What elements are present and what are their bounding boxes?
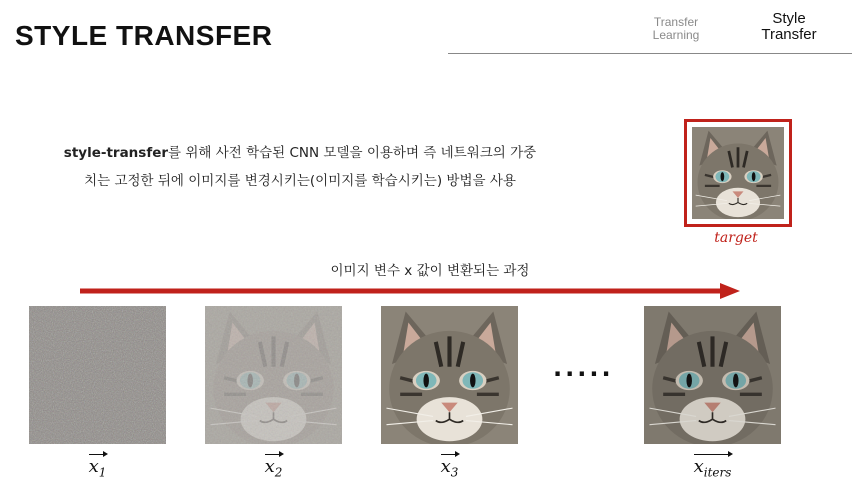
description-line-2: 치는 고정한 뒤에 이미지를 변경시키는(이미지를 학습시키는) 방법을 사용	[84, 173, 516, 189]
var-name: x	[440, 456, 451, 477]
image-x2-faint-cat	[205, 306, 342, 444]
target-caption: target	[714, 230, 758, 246]
tab-label-line1: Style	[772, 10, 806, 27]
label-x1	[29, 452, 166, 480]
page-title: STYLE TRANSFER	[15, 20, 273, 51]
process-label: 이미지 변수 x 값이 변환되는 과정	[330, 263, 530, 279]
target-cat-image	[692, 127, 784, 219]
tab-label-line2: Transfer	[761, 25, 817, 43]
image-xiters-cat	[644, 306, 781, 444]
section-nav	[448, 8, 852, 54]
image-x3-cat	[381, 306, 518, 444]
ellipsis: ·····	[553, 360, 614, 388]
var-name: x	[693, 456, 704, 477]
cat-image	[381, 306, 518, 444]
label-x3	[381, 452, 518, 480]
var-subscript: 3	[450, 465, 459, 480]
var-subscript: 2	[274, 465, 283, 480]
label-xiters	[644, 452, 781, 480]
process-arrow	[80, 282, 742, 300]
noise-image	[29, 306, 166, 444]
image-x1-noise	[29, 306, 166, 444]
tab-label-line1: Transfer	[653, 15, 699, 29]
final-cat-image	[644, 306, 781, 444]
tab-style-transfer[interactable]	[744, 11, 834, 43]
tab-label-line2: Learning	[652, 27, 700, 42]
description-text: 를 위해 사전 학습된 CNN 모델을 이용하며 즉 네트워크의 가중	[168, 145, 537, 161]
var-subscript: 1	[98, 465, 107, 480]
target-image-frame	[684, 119, 792, 227]
label-x2	[205, 452, 342, 480]
description-line-1	[30, 141, 570, 161]
var-name: x	[88, 456, 99, 477]
description-keyword: style-transfer	[63, 145, 169, 161]
faint-cat-image	[205, 306, 342, 444]
tab-transfer-learning[interactable]	[644, 16, 708, 41]
var-name: x	[264, 456, 275, 477]
var-subscript: iters	[703, 465, 732, 480]
